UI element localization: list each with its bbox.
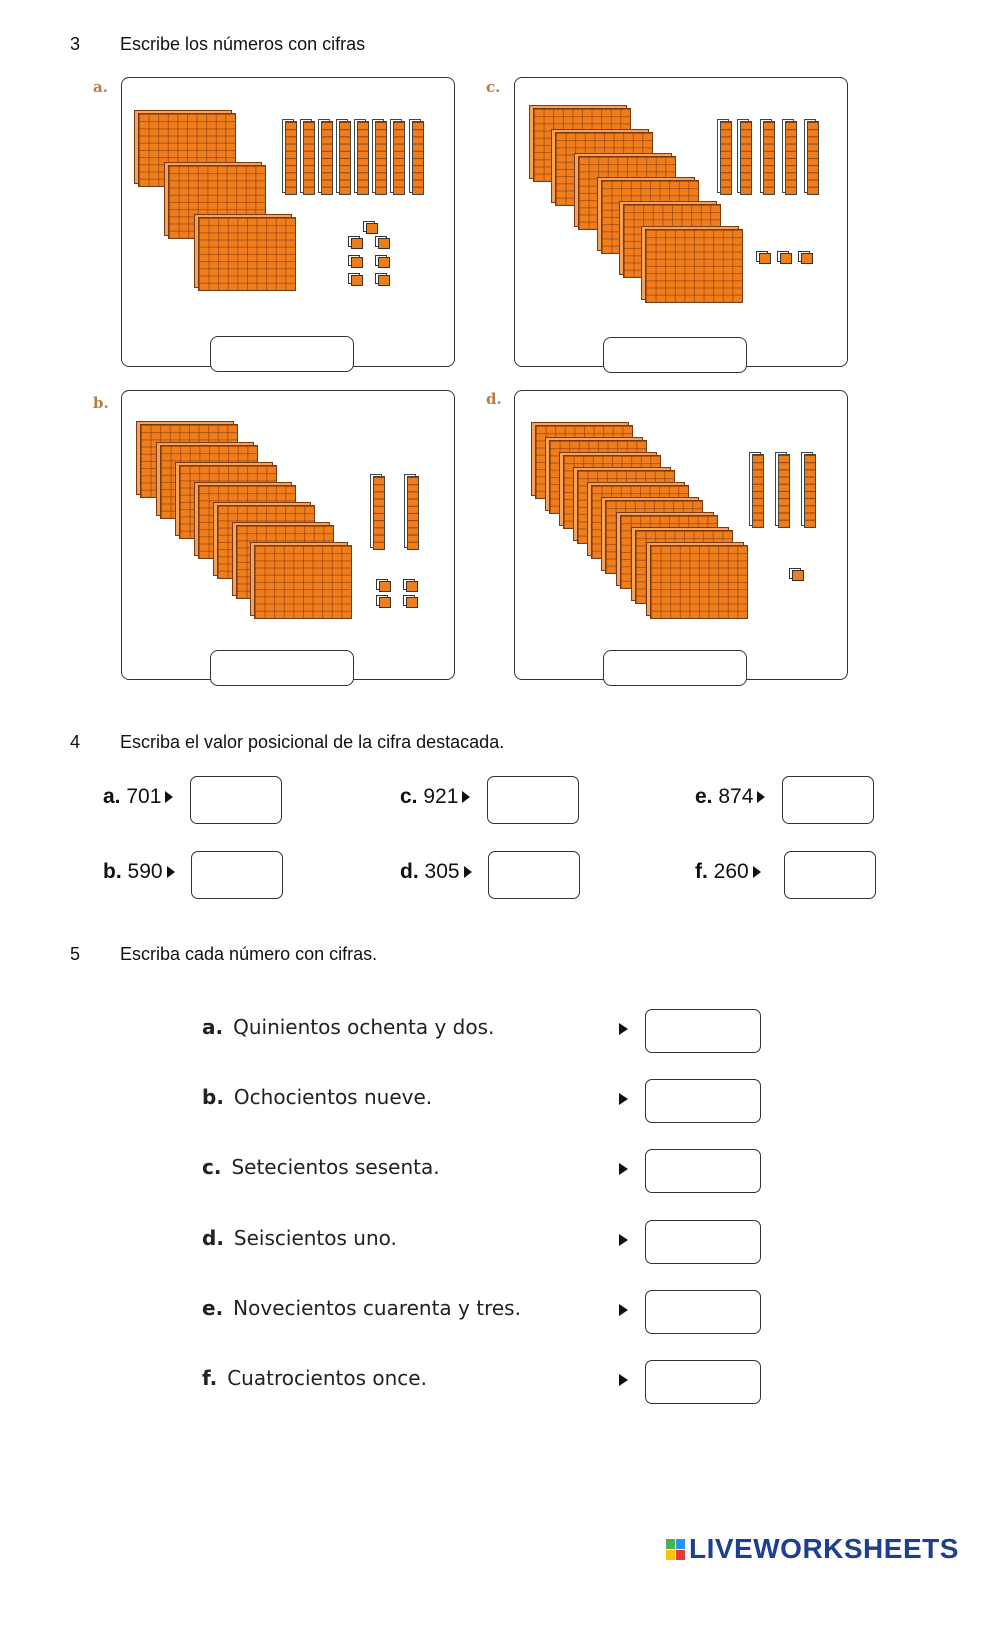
place-value-answer-a[interactable] [190,776,282,824]
item-number: 305 [424,860,460,883]
item-letter: e. [202,1296,224,1320]
panel-letter-c: c. [486,78,501,96]
arrow-right-icon [165,791,173,803]
item-text: Novecientos cuarenta y tres. [233,1296,521,1320]
arrow-right-icon [753,866,761,878]
item-letter: f. [695,860,708,883]
word-number-answer-c[interactable] [645,1149,761,1193]
section-title: Escribe los números con cifras [120,34,366,54]
liveworksheets-logo [666,1533,959,1565]
section-title: Escriba el valor posicional de la cifra destacada. [120,732,505,752]
unit-cube [780,253,792,264]
ten-rod [804,454,816,528]
item-number: 921 [423,785,459,808]
base-ten-panel-b [121,390,455,680]
place-value-item-e [695,785,765,809]
unit-cube [406,581,418,592]
item-letter: c. [202,1155,222,1179]
hundred-flat [254,545,352,619]
item-letter: f. [202,1366,218,1390]
ten-rod [339,121,351,195]
base-ten-panel-d [514,390,848,680]
panel-letter-a: a. [93,78,108,96]
arrow-right-icon [462,791,470,803]
ten-rod [412,121,424,195]
section-number: 4 [70,732,81,752]
hundred-flat [198,217,296,291]
unit-cube [378,238,390,249]
unit-cube [792,570,804,581]
arrow-right-icon [619,1374,628,1386]
section-number: 5 [70,944,81,964]
item-letter: d. [202,1226,224,1250]
item-text: Quinientos ochenta y dos. [233,1015,495,1039]
answer-field-c[interactable] [603,337,747,373]
panel-letter-b: b. [93,394,109,412]
word-number-answer-e[interactable] [645,1290,761,1334]
unit-cube [351,257,363,268]
place-value-item-c [400,785,470,809]
ten-rod [785,121,797,195]
base-ten-panel-a [121,77,455,367]
item-text: Cuatrocientos once. [227,1366,427,1390]
base-ten-panel-c [514,77,848,367]
unit-cube [801,253,813,264]
ten-rod [285,121,297,195]
word-number-answer-f[interactable] [645,1360,761,1404]
ten-rod [303,121,315,195]
item-number: 590 [127,860,163,883]
section-3-heading [70,34,670,58]
word-number-answer-d[interactable] [645,1220,761,1264]
item-letter: b. [103,860,122,883]
hundred-flat [650,545,748,619]
item-text: Ochocientos nueve. [233,1085,433,1109]
unit-cube [379,597,391,608]
item-text: Seiscientos uno. [233,1226,397,1250]
ten-rod [321,121,333,195]
panel-letter-d: d. [486,390,502,408]
unit-cube [379,581,391,592]
answer-field-d[interactable] [603,650,747,686]
unit-cube [351,238,363,249]
unit-cube [351,275,363,286]
ten-rod [778,454,790,528]
ten-rod [393,121,405,195]
place-value-answer-f[interactable] [784,851,876,899]
arrow-right-icon [619,1304,628,1316]
item-number: 260 [713,860,749,883]
place-value-answer-e[interactable] [782,776,874,824]
section-title: Escriba cada número con cifras. [120,944,378,964]
ten-rod [807,121,819,195]
item-text: Setecientos sesenta. [231,1155,440,1179]
place-value-answer-d[interactable] [488,851,580,899]
ten-rod [720,121,732,195]
item-number: 701 [126,785,162,808]
section-5-heading [70,944,670,968]
arrow-right-icon [167,866,175,878]
ten-rod [752,454,764,528]
word-number-item-d [202,1226,397,1250]
word-number-item-f [202,1366,427,1390]
arrow-right-icon [619,1163,628,1175]
arrow-right-icon [619,1234,628,1246]
answer-field-b[interactable] [210,650,354,686]
word-number-item-e [202,1296,521,1320]
item-letter: d. [400,860,419,883]
item-letter: a. [103,785,121,808]
logo-text: LIVEWORKSHEETS [689,1533,959,1564]
hundred-flat [645,229,743,303]
place-value-item-a [103,785,173,809]
place-value-item-b [103,860,175,884]
ten-rod [357,121,369,195]
ten-rod [740,121,752,195]
place-value-item-d [400,860,472,884]
item-letter: e. [695,785,713,808]
ten-rod [763,121,775,195]
item-letter: c. [400,785,418,808]
place-value-item-f [695,860,761,884]
item-letter: a. [202,1015,224,1039]
section-4-heading [70,732,670,756]
word-number-item-b [202,1085,432,1109]
unit-cube [366,223,378,234]
place-value-answer-b[interactable] [191,851,283,899]
word-number-answer-b[interactable] [645,1079,761,1123]
logo-blocks-icon [666,1539,686,1561]
word-number-item-a [202,1015,494,1039]
answer-field-a[interactable] [210,336,354,372]
ten-rod [373,476,385,550]
item-number: 874 [718,785,754,808]
arrow-right-icon [757,791,765,803]
unit-cube [406,597,418,608]
arrow-right-icon [464,866,472,878]
arrow-right-icon [619,1093,628,1105]
unit-cube [378,257,390,268]
ten-rod [375,121,387,195]
item-letter: b. [202,1085,224,1109]
section-number: 3 [70,34,81,54]
place-value-answer-c[interactable] [487,776,579,824]
arrow-right-icon [619,1023,628,1035]
ten-rod [407,476,419,550]
unit-cube [378,275,390,286]
unit-cube [759,253,771,264]
word-number-item-c [202,1155,440,1179]
word-number-answer-a[interactable] [645,1009,761,1053]
